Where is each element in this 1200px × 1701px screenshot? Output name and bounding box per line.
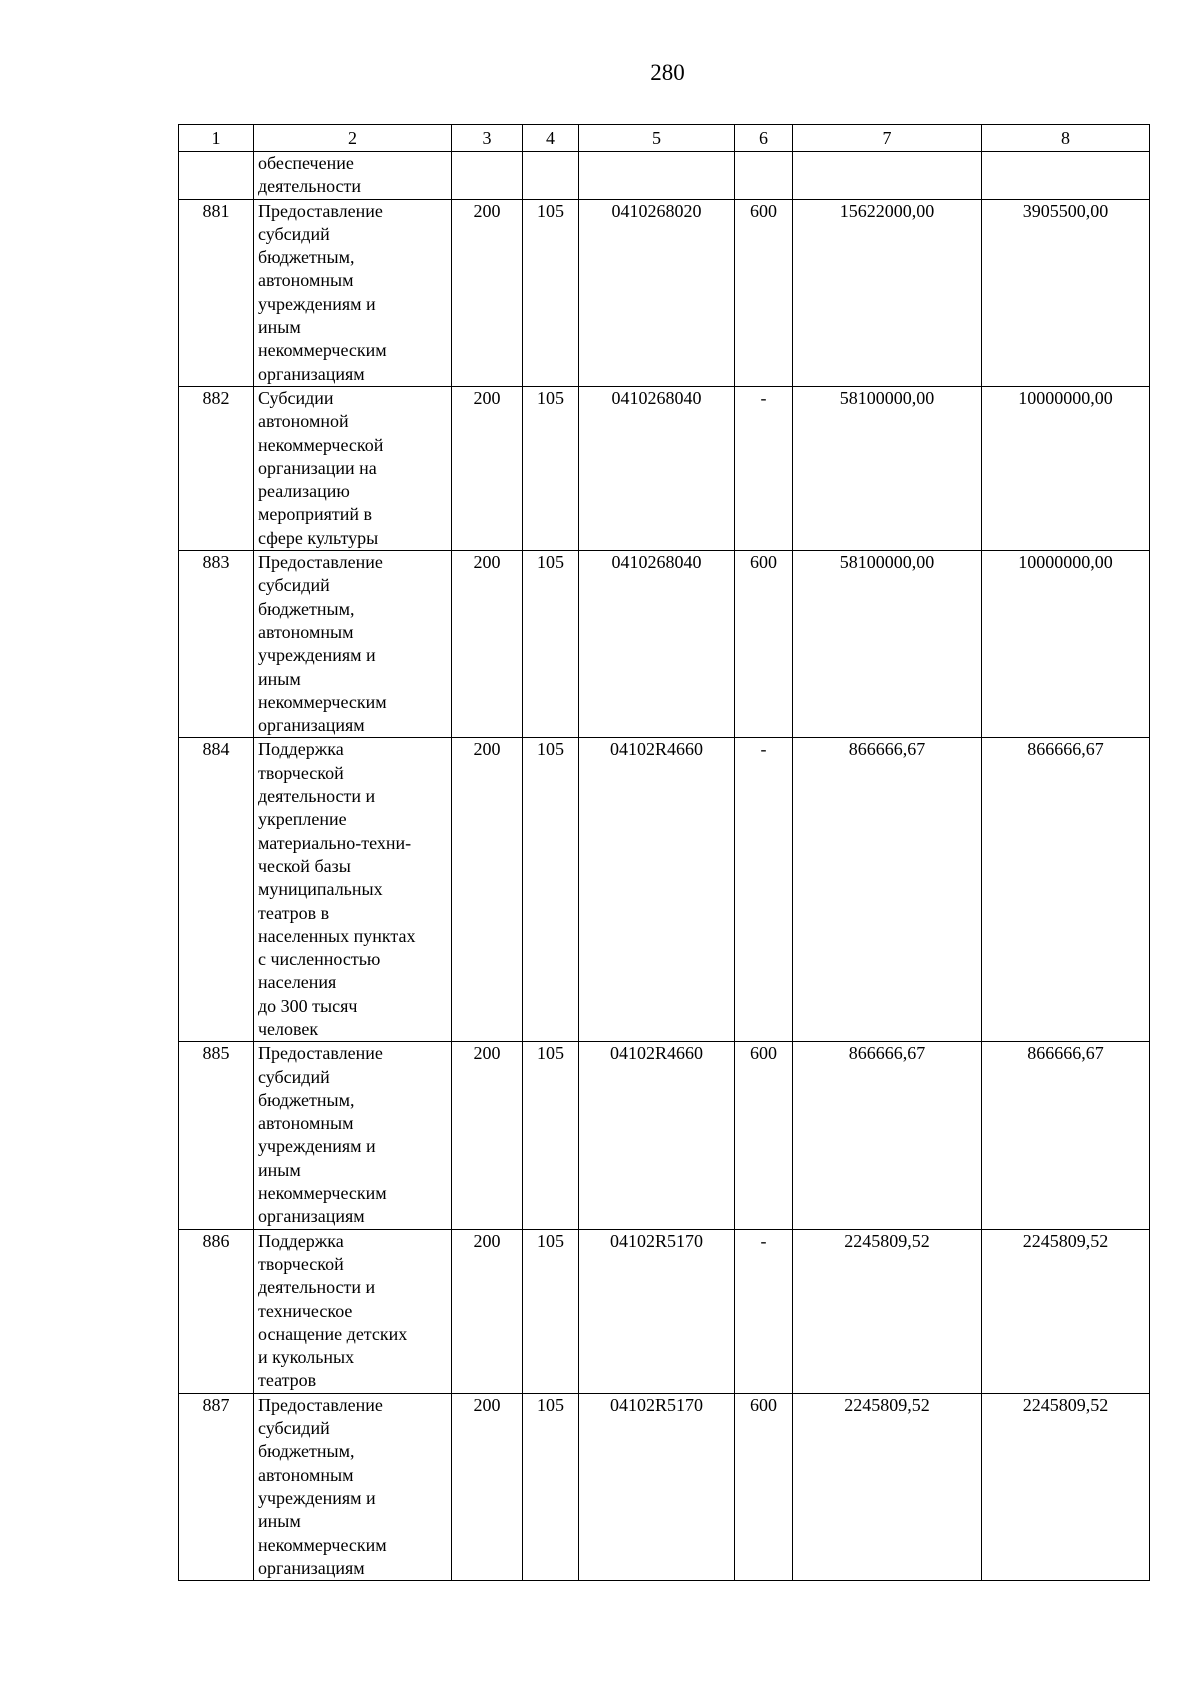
column-header: 6 <box>735 125 793 152</box>
department-code-cell-text: 200 <box>473 739 501 760</box>
column-header: 7 <box>793 125 982 152</box>
amount-part-cell-text: 2245809,52 <box>1022 1394 1109 1415</box>
section-code-cell-text: 105 <box>537 1230 564 1251</box>
department-code-cell <box>452 1229 523 1393</box>
target-item-cell-text: 04102R5170 <box>609 1394 703 1415</box>
department-code-cell-text: 200 <box>473 1230 501 1251</box>
amount-total-cell <box>793 152 982 200</box>
amount-part-cell-text: 10000000,00 <box>1018 552 1113 573</box>
department-code-cell-text: 200 <box>473 552 501 573</box>
expense-type-cell-text: - <box>760 739 767 760</box>
department-code-cell <box>452 152 523 200</box>
row-number-cell-text: 886 <box>202 1230 230 1251</box>
expense-type-cell-text: 600 <box>750 200 777 221</box>
department-code-cell <box>452 386 523 550</box>
amount-part-cell-text: 10000000,00 <box>1018 387 1113 408</box>
section-code-cell <box>523 1393 579 1580</box>
expense-type-cell <box>735 1042 793 1229</box>
budget-table <box>178 124 1150 1581</box>
item-name-cell-text: Предоставление субсидий бюджетным, автономным учреждениям и иным некоммерческим организациям <box>258 1394 387 1578</box>
section-code-cell <box>523 738 579 1042</box>
amount-part-cell <box>982 199 1150 386</box>
section-code-cell <box>523 152 579 200</box>
amount-total-cell-text: 15622000,00 <box>839 200 935 221</box>
column-number-row <box>179 125 1150 152</box>
department-code-cell <box>452 738 523 1042</box>
item-name-cell <box>254 386 452 550</box>
row-number-cell-text: 881 <box>202 200 230 221</box>
item-name-cell-text: Предоставление субсидий бюджетным, автономным учреждениям и иным некоммерческим организациям <box>258 1043 387 1227</box>
item-name-cell <box>254 1042 452 1229</box>
row-number-cell <box>179 386 254 550</box>
table-row <box>179 199 1150 386</box>
table-row <box>179 551 1150 738</box>
target-item-cell <box>579 152 735 200</box>
amount-total-cell <box>793 386 982 550</box>
column-header: 1 <box>179 125 254 152</box>
target-item-cell <box>579 551 735 738</box>
row-number-cell-text: 884 <box>202 739 230 760</box>
amount-total-cell-text: 2245809,52 <box>844 1394 930 1415</box>
target-item-cell <box>579 199 735 386</box>
item-name-cell <box>254 1229 452 1393</box>
department-code-cell-text: 200 <box>473 1394 501 1415</box>
target-item-cell-text: 04102R5170 <box>609 1230 703 1251</box>
row-number-cell <box>179 551 254 738</box>
amount-total-cell-text: 58100000,00 <box>839 552 935 573</box>
amount-total-cell <box>793 738 982 1042</box>
department-code-cell <box>452 1393 523 1580</box>
expense-type-cell <box>735 199 793 386</box>
amount-total-cell <box>793 1229 982 1393</box>
column-header: 3 <box>452 125 523 152</box>
item-name-cell <box>254 1393 452 1580</box>
expense-type-cell-text: 600 <box>750 1043 777 1064</box>
amount-part-cell-text: 2245809,52 <box>1022 1230 1109 1251</box>
amount-part-cell-text: 866666,67 <box>1027 1043 1104 1064</box>
row-number-cell <box>179 1229 254 1393</box>
item-name-cell-text: Поддержка творческой деятельности и укрепление материально-техни- ческой базы муниципальных театров в населенных пунктах с численностью населения до 300 тысяч человек <box>258 739 416 1039</box>
row-number-cell-text: 882 <box>202 387 230 408</box>
amount-part-cell <box>982 1042 1150 1229</box>
expense-type-cell-text: 600 <box>750 1394 777 1415</box>
expense-type-cell <box>735 386 793 550</box>
amount-part-cell <box>982 1229 1150 1393</box>
section-code-cell-text: 105 <box>537 739 564 760</box>
section-code-cell-text: 105 <box>537 200 564 221</box>
amount-part-cell <box>982 386 1150 550</box>
row-number-cell-text: 887 <box>202 1394 230 1415</box>
target-item-cell <box>579 1393 735 1580</box>
amount-total-cell <box>793 1393 982 1580</box>
column-header: 4 <box>523 125 579 152</box>
target-item-cell-text: 0410268040 <box>611 387 702 408</box>
table-row <box>179 1042 1150 1229</box>
expense-type-cell <box>735 1229 793 1393</box>
column-header: 8 <box>982 125 1150 152</box>
section-code-cell <box>523 386 579 550</box>
department-code-cell <box>452 551 523 738</box>
target-item-cell <box>579 1229 735 1393</box>
target-item-cell-text: 04102R4660 <box>609 1043 703 1064</box>
column-header: 5 <box>579 125 735 152</box>
table-row <box>179 152 1150 200</box>
section-code-cell-text: 105 <box>537 1043 564 1064</box>
expense-type-cell <box>735 551 793 738</box>
section-code-cell <box>523 551 579 738</box>
section-code-cell <box>523 199 579 386</box>
amount-total-cell-text: 58100000,00 <box>839 387 935 408</box>
amount-total-cell-text: 2245809,52 <box>844 1230 930 1251</box>
target-item-cell <box>579 386 735 550</box>
item-name-cell-text: Субсидии автономной некоммерческой организации на реализацию мероприятий в сфере культуры <box>258 387 384 548</box>
expense-type-cell <box>735 152 793 200</box>
section-code-cell <box>523 1042 579 1229</box>
item-name-cell <box>254 152 452 200</box>
expense-type-cell <box>735 738 793 1042</box>
row-number-cell-text: 885 <box>202 1043 230 1064</box>
section-code-cell-text: 105 <box>537 387 564 408</box>
amount-part-cell <box>982 152 1150 200</box>
item-name-cell <box>254 199 452 386</box>
table-row <box>179 738 1150 1042</box>
amount-total-cell <box>793 551 982 738</box>
section-code-cell-text: 105 <box>537 1394 564 1415</box>
item-name-cell <box>254 551 452 738</box>
amount-part-cell-text: 866666,67 <box>1027 739 1104 760</box>
item-name-cell-text: обеспечение деятельности <box>258 153 362 197</box>
amount-part-cell <box>982 551 1150 738</box>
department-code-cell-text: 200 <box>473 387 501 408</box>
amount-part-cell-text: 3905500,00 <box>1022 200 1109 221</box>
amount-total-cell <box>793 1042 982 1229</box>
amount-total-cell-text: 866666,67 <box>848 1043 926 1064</box>
column-header: 2 <box>254 125 452 152</box>
table-row <box>179 1229 1150 1393</box>
target-item-cell-text: 0410268020 <box>611 200 702 221</box>
row-number-cell-text: 883 <box>202 552 230 573</box>
department-code-cell-text: 200 <box>473 200 501 221</box>
target-item-cell-text: 0410268040 <box>611 552 702 573</box>
page-number: 280 <box>650 60 685 85</box>
item-name-cell-text: Поддержка творческой деятельности и техническое оснащение детских и кукольных театров <box>258 1230 408 1391</box>
row-number-cell <box>179 152 254 200</box>
target-item-cell <box>579 1042 735 1229</box>
item-name-cell-text: Предоставление субсидий бюджетным, автономным учреждениям и иным некоммерческим организациям <box>258 200 387 384</box>
section-code-cell-text: 105 <box>537 552 564 573</box>
target-item-cell <box>579 738 735 1042</box>
department-code-cell-text: 200 <box>473 1043 501 1064</box>
amount-total-cell-text: 866666,67 <box>848 739 926 760</box>
department-code-cell <box>452 199 523 386</box>
item-name-cell-text: Предоставление субсидий бюджетным, автономным учреждениям и иным некоммерческим организациям <box>258 552 387 736</box>
table-row <box>179 1393 1150 1580</box>
department-code-cell <box>452 1042 523 1229</box>
expense-type-cell-text: - <box>760 1230 767 1251</box>
expense-type-cell-text: - <box>760 387 767 408</box>
amount-part-cell <box>982 1393 1150 1580</box>
amount-total-cell <box>793 199 982 386</box>
amount-part-cell <box>982 738 1150 1042</box>
item-name-cell <box>254 738 452 1042</box>
row-number-cell <box>179 1042 254 1229</box>
section-code-cell <box>523 1229 579 1393</box>
row-number-cell <box>179 1393 254 1580</box>
table-body <box>179 125 1150 1581</box>
row-number-cell <box>179 199 254 386</box>
target-item-cell-text: 04102R4660 <box>609 739 703 760</box>
expense-type-cell <box>735 1393 793 1580</box>
expense-type-cell-text: 600 <box>750 552 777 573</box>
table-row <box>179 386 1150 550</box>
row-number-cell <box>179 738 254 1042</box>
